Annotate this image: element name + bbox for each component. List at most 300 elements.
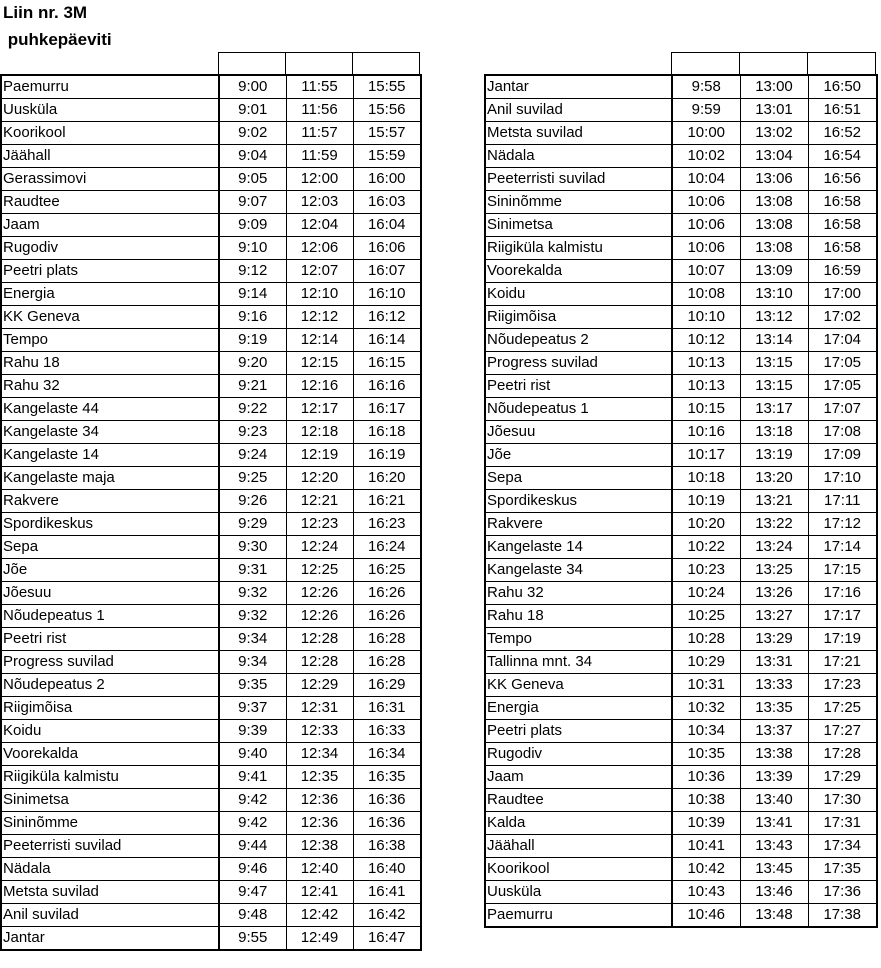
departure-time: 10:10 xyxy=(672,306,740,329)
departure-time: 16:28 xyxy=(353,651,421,674)
departure-time: 9:37 xyxy=(219,697,286,720)
timetable-row xyxy=(485,858,877,881)
departure-time: 13:17 xyxy=(740,398,808,421)
stop-name: Rugodiv xyxy=(485,743,672,766)
departure-time: 9:24 xyxy=(219,444,286,467)
stop-name: Sininõmme xyxy=(1,812,219,835)
timetable-row xyxy=(485,99,877,122)
departure-time: 12:26 xyxy=(286,582,353,605)
departure-time: 9:04 xyxy=(219,145,286,168)
stop-name: KK Geneva xyxy=(1,306,219,329)
stop-name: Uusküla xyxy=(485,881,672,904)
departure-time: 17:27 xyxy=(808,720,877,743)
departure-time: 10:22 xyxy=(672,536,740,559)
departure-time: 17:04 xyxy=(808,329,877,352)
stop-name: Jantar xyxy=(485,75,672,99)
departure-time: 17:14 xyxy=(808,536,877,559)
departure-time: 10:24 xyxy=(672,582,740,605)
timetable-row xyxy=(1,559,421,582)
departure-time: 10:06 xyxy=(672,214,740,237)
departure-time: 17:21 xyxy=(808,651,877,674)
timetable-row xyxy=(485,191,877,214)
departure-time: 12:06 xyxy=(286,237,353,260)
timetable-row xyxy=(1,927,421,951)
timetable-row xyxy=(1,605,421,628)
departure-time: 12:14 xyxy=(286,329,353,352)
departure-time: 13:14 xyxy=(740,329,808,352)
departure-time: 15:59 xyxy=(353,145,421,168)
departure-time: 10:02 xyxy=(672,145,740,168)
departure-time: 9:19 xyxy=(219,329,286,352)
departure-time: 9:41 xyxy=(219,766,286,789)
departure-time: 15:57 xyxy=(353,122,421,145)
departure-time: 9:34 xyxy=(219,628,286,651)
stop-name: Raudtee xyxy=(485,789,672,812)
stop-name: Koorikool xyxy=(485,858,672,881)
stop-name: Koidu xyxy=(1,720,219,743)
timetable-row xyxy=(1,283,421,306)
stop-name: Energia xyxy=(1,283,219,306)
stop-name: Peetri rist xyxy=(1,628,219,651)
stop-name: Nõudepeatus 2 xyxy=(485,329,672,352)
stop-name: Uusküla xyxy=(1,99,219,122)
departure-time: 10:39 xyxy=(672,812,740,835)
stop-name: Kangelaste 44 xyxy=(1,398,219,421)
departure-time: 9:30 xyxy=(219,536,286,559)
departure-time: 13:24 xyxy=(740,536,808,559)
stop-name: Jõesuu xyxy=(1,582,219,605)
departure-time: 16:04 xyxy=(353,214,421,237)
departure-time: 13:37 xyxy=(740,720,808,743)
timetable-row xyxy=(485,904,877,928)
departure-time: 10:16 xyxy=(672,421,740,444)
departure-time: 10:34 xyxy=(672,720,740,743)
departure-time: 16:10 xyxy=(353,283,421,306)
timetable-row xyxy=(485,766,877,789)
departure-time: 17:11 xyxy=(808,490,877,513)
timetable-row xyxy=(485,421,877,444)
stop-name: Nõudepeatus 1 xyxy=(485,398,672,421)
right-header-cells xyxy=(671,52,876,74)
timetable-row xyxy=(485,168,877,191)
departure-time: 16:36 xyxy=(353,812,421,835)
timetable-row xyxy=(485,697,877,720)
departure-time: 16:14 xyxy=(353,329,421,352)
departure-time: 12:17 xyxy=(286,398,353,421)
timetable-row xyxy=(1,375,421,398)
departure-time: 10:19 xyxy=(672,490,740,513)
stop-name: Sepa xyxy=(1,536,219,559)
departure-time: 9:58 xyxy=(672,75,740,99)
timetable-row xyxy=(1,444,421,467)
departure-time: 13:02 xyxy=(740,122,808,145)
departure-time: 12:04 xyxy=(286,214,353,237)
timetable-row xyxy=(485,835,877,858)
departure-time: 16:15 xyxy=(353,352,421,375)
departure-time: 12:35 xyxy=(286,766,353,789)
departure-time: 10:29 xyxy=(672,651,740,674)
departure-time: 16:42 xyxy=(353,904,421,927)
departure-time: 13:31 xyxy=(740,651,808,674)
departure-time: 17:23 xyxy=(808,674,877,697)
stop-name: Nädala xyxy=(1,858,219,881)
stop-name: Paemurru xyxy=(485,904,672,928)
departure-time: 13:00 xyxy=(740,75,808,99)
departure-time: 9:48 xyxy=(219,904,286,927)
departure-time: 16:31 xyxy=(353,697,421,720)
stop-name: Rakvere xyxy=(485,513,672,536)
departure-time: 10:04 xyxy=(672,168,740,191)
departure-time: 9:20 xyxy=(219,352,286,375)
stop-name: Kalda xyxy=(485,812,672,835)
stop-name: Progress suvilad xyxy=(1,651,219,674)
departure-time: 11:59 xyxy=(286,145,353,168)
stop-name: Jõe xyxy=(485,444,672,467)
departure-time: 15:55 xyxy=(353,75,421,99)
departure-time: 17:30 xyxy=(808,789,877,812)
departure-time: 17:00 xyxy=(808,283,877,306)
timetable-row xyxy=(485,743,877,766)
departure-time: 10:17 xyxy=(672,444,740,467)
departure-time: 13:10 xyxy=(740,283,808,306)
departure-time: 10:25 xyxy=(672,605,740,628)
timetable-row xyxy=(1,720,421,743)
stop-name: Kangelaste 14 xyxy=(1,444,219,467)
departure-time: 17:29 xyxy=(808,766,877,789)
departure-time: 10:41 xyxy=(672,835,740,858)
departure-time: 13:27 xyxy=(740,605,808,628)
stop-name: Spordikeskus xyxy=(485,490,672,513)
departure-time: 10:08 xyxy=(672,283,740,306)
stop-name: Kangelaste 34 xyxy=(485,559,672,582)
timetable-row xyxy=(1,513,421,536)
header-cell xyxy=(286,53,353,75)
timetable-row xyxy=(485,145,877,168)
departure-time: 10:20 xyxy=(672,513,740,536)
stop-name: Koorikool xyxy=(1,122,219,145)
departure-time: 12:16 xyxy=(286,375,353,398)
stop-name: Spordikeskus xyxy=(1,513,219,536)
stop-name: Progress suvilad xyxy=(485,352,672,375)
departure-time: 9:47 xyxy=(219,881,286,904)
stop-name: Sepa xyxy=(485,467,672,490)
departure-time: 13:15 xyxy=(740,352,808,375)
timetable-row xyxy=(1,628,421,651)
stop-name: Metsta suvilad xyxy=(1,881,219,904)
stop-name: Nädala xyxy=(485,145,672,168)
departure-time: 12:38 xyxy=(286,835,353,858)
timetable-row xyxy=(1,536,421,559)
timetable-row xyxy=(485,720,877,743)
departure-time: 10:18 xyxy=(672,467,740,490)
departure-time: 12:41 xyxy=(286,881,353,904)
stop-name: Nõudepeatus 2 xyxy=(1,674,219,697)
departure-time: 16:35 xyxy=(353,766,421,789)
timetable-row xyxy=(1,651,421,674)
stop-name: Paemurru xyxy=(1,75,219,99)
departure-time: 10:38 xyxy=(672,789,740,812)
departure-time: 13:26 xyxy=(740,582,808,605)
departure-time: 12:12 xyxy=(286,306,353,329)
timetable-row xyxy=(485,283,877,306)
timetable-row xyxy=(485,352,877,375)
departure-time: 9:09 xyxy=(219,214,286,237)
timetable-row xyxy=(485,559,877,582)
departure-time: 17:35 xyxy=(808,858,877,881)
departure-time: 16:17 xyxy=(353,398,421,421)
timetable-row xyxy=(485,789,877,812)
departure-time: 12:31 xyxy=(286,697,353,720)
stop-name: Tallinna mnt. 34 xyxy=(485,651,672,674)
departure-time: 9:31 xyxy=(219,559,286,582)
departure-time: 9:46 xyxy=(219,858,286,881)
departure-time: 16:23 xyxy=(353,513,421,536)
departure-time: 16:25 xyxy=(353,559,421,582)
stop-name: Voorekalda xyxy=(1,743,219,766)
departure-time: 12:33 xyxy=(286,720,353,743)
stop-name: Rahu 32 xyxy=(1,375,219,398)
stop-name: Rugodiv xyxy=(1,237,219,260)
header-cell xyxy=(353,53,420,75)
timetable-row xyxy=(1,191,421,214)
departure-time: 10:31 xyxy=(672,674,740,697)
departure-time: 16:58 xyxy=(808,191,877,214)
departure-time: 16:18 xyxy=(353,421,421,444)
departure-time: 9:55 xyxy=(219,927,286,951)
departure-time: 13:22 xyxy=(740,513,808,536)
departure-time: 13:35 xyxy=(740,697,808,720)
timetable-row xyxy=(1,352,421,375)
timetable-row xyxy=(485,375,877,398)
departure-time: 17:25 xyxy=(808,697,877,720)
departure-time: 16:33 xyxy=(353,720,421,743)
departure-time: 16:50 xyxy=(808,75,877,99)
stop-name: Tempo xyxy=(1,329,219,352)
timetable-row xyxy=(1,99,421,122)
departure-time: 16:38 xyxy=(353,835,421,858)
timetable-row xyxy=(485,122,877,145)
stop-name: Voorekalda xyxy=(485,260,672,283)
departure-time: 10:23 xyxy=(672,559,740,582)
departure-time: 9:23 xyxy=(219,421,286,444)
stop-name: Kangelaste 34 xyxy=(1,421,219,444)
departure-time: 9:00 xyxy=(219,75,286,99)
timetable-row xyxy=(1,260,421,283)
timetable-row xyxy=(1,168,421,191)
departure-time: 16:51 xyxy=(808,99,877,122)
departure-time: 10:12 xyxy=(672,329,740,352)
timetable-row xyxy=(485,306,877,329)
timetable-row xyxy=(1,421,421,444)
stop-name: Riigiküla kalmistu xyxy=(1,766,219,789)
departure-time: 16:41 xyxy=(353,881,421,904)
departure-time: 10:46 xyxy=(672,904,740,928)
departure-time: 12:36 xyxy=(286,789,353,812)
departure-time: 11:57 xyxy=(286,122,353,145)
timetable-row xyxy=(1,766,421,789)
departure-time: 13:08 xyxy=(740,191,808,214)
outbound-timetable xyxy=(0,74,422,951)
timetable-row xyxy=(485,329,877,352)
departure-time: 12:28 xyxy=(286,628,353,651)
departure-time: 12:20 xyxy=(286,467,353,490)
departure-time: 17:19 xyxy=(808,628,877,651)
left-header-cells xyxy=(218,52,420,74)
departure-time: 9:26 xyxy=(219,490,286,513)
departure-time: 11:56 xyxy=(286,99,353,122)
stop-name: Tempo xyxy=(485,628,672,651)
timetable-row xyxy=(485,444,877,467)
departure-time: 10:13 xyxy=(672,352,740,375)
departure-time: 10:35 xyxy=(672,743,740,766)
departure-time: 17:05 xyxy=(808,375,877,398)
departure-time: 9:32 xyxy=(219,605,286,628)
timetable-row xyxy=(485,605,877,628)
departure-time: 17:17 xyxy=(808,605,877,628)
timetable-row xyxy=(1,306,421,329)
departure-time: 13:45 xyxy=(740,858,808,881)
timetable-row xyxy=(1,582,421,605)
departure-time: 17:02 xyxy=(808,306,877,329)
timetable-row xyxy=(1,858,421,881)
departure-time: 10:06 xyxy=(672,237,740,260)
timetable-row xyxy=(485,651,877,674)
timetable-row xyxy=(1,674,421,697)
timetable-row xyxy=(485,75,877,99)
departure-time: 13:33 xyxy=(740,674,808,697)
route-title: Liin nr. 3M xyxy=(3,3,88,22)
departure-time: 13:08 xyxy=(740,214,808,237)
departure-time: 12:18 xyxy=(286,421,353,444)
departure-time: 9:42 xyxy=(219,789,286,812)
stop-name: Rahu 18 xyxy=(485,605,672,628)
departure-time: 9:29 xyxy=(219,513,286,536)
departure-time: 10:00 xyxy=(672,122,740,145)
timetable-row xyxy=(485,490,877,513)
departure-time: 9:07 xyxy=(219,191,286,214)
stop-name: Kangelaste maja xyxy=(1,467,219,490)
departure-time: 16:47 xyxy=(353,927,421,951)
departure-time: 13:18 xyxy=(740,421,808,444)
departure-time: 12:42 xyxy=(286,904,353,927)
departure-time: 9:10 xyxy=(219,237,286,260)
stop-name: Energia xyxy=(485,697,672,720)
departure-time: 13:25 xyxy=(740,559,808,582)
timetable-row xyxy=(1,490,421,513)
stop-name: Peetri plats xyxy=(485,720,672,743)
stop-name: Sinimetsa xyxy=(1,789,219,812)
departure-time: 16:34 xyxy=(353,743,421,766)
departure-time: 16:12 xyxy=(353,306,421,329)
departure-time: 12:03 xyxy=(286,191,353,214)
departure-time: 17:09 xyxy=(808,444,877,467)
departure-time: 9:22 xyxy=(219,398,286,421)
departure-time: 17:16 xyxy=(808,582,877,605)
departure-time: 12:25 xyxy=(286,559,353,582)
departure-time: 16:54 xyxy=(808,145,877,168)
departure-time: 9:35 xyxy=(219,674,286,697)
stop-name: Peeterristi suvilad xyxy=(1,835,219,858)
departure-time: 17:05 xyxy=(808,352,877,375)
departure-time: 17:38 xyxy=(808,904,877,928)
departure-time: 16:19 xyxy=(353,444,421,467)
timetable-row xyxy=(1,904,421,927)
departure-time: 9:32 xyxy=(219,582,286,605)
departure-time: 17:36 xyxy=(808,881,877,904)
timetable-row xyxy=(1,812,421,835)
departure-time: 13:08 xyxy=(740,237,808,260)
header-cell xyxy=(219,53,286,75)
departure-time: 13:43 xyxy=(740,835,808,858)
departure-time: 12:24 xyxy=(286,536,353,559)
stop-name: Anil suvilad xyxy=(485,99,672,122)
departure-time: 13:01 xyxy=(740,99,808,122)
departure-time: 13:06 xyxy=(740,168,808,191)
departure-time: 15:56 xyxy=(353,99,421,122)
stop-name: Peetri plats xyxy=(1,260,219,283)
timetable-row xyxy=(1,398,421,421)
departure-time: 13:12 xyxy=(740,306,808,329)
timetable-row xyxy=(1,881,421,904)
stop-name: Peetri rist xyxy=(485,375,672,398)
departure-time: 16:21 xyxy=(353,490,421,513)
timetable-row xyxy=(1,789,421,812)
departure-time: 17:10 xyxy=(808,467,877,490)
return-timetable xyxy=(484,74,878,928)
timetable-row xyxy=(485,260,877,283)
schedule-subtitle: puhkepäeviti xyxy=(3,30,112,49)
departure-time: 16:07 xyxy=(353,260,421,283)
departure-time: 13:20 xyxy=(740,467,808,490)
departure-time: 10:43 xyxy=(672,881,740,904)
departure-time: 12:00 xyxy=(286,168,353,191)
departure-time: 13:48 xyxy=(740,904,808,928)
departure-time: 16:16 xyxy=(353,375,421,398)
stop-name: Koidu xyxy=(485,283,672,306)
departure-time: 16:26 xyxy=(353,605,421,628)
departure-time: 17:08 xyxy=(808,421,877,444)
departure-time: 17:28 xyxy=(808,743,877,766)
departure-time: 13:19 xyxy=(740,444,808,467)
departure-time: 13:40 xyxy=(740,789,808,812)
departure-time: 13:38 xyxy=(740,743,808,766)
timetable-row xyxy=(485,398,877,421)
timetable-row xyxy=(485,881,877,904)
departure-time: 12:49 xyxy=(286,927,353,951)
departure-time: 10:13 xyxy=(672,375,740,398)
departure-time: 9:25 xyxy=(219,467,286,490)
timetable-row xyxy=(485,237,877,260)
timetable-row xyxy=(485,467,877,490)
timetable-row xyxy=(1,467,421,490)
timetable-row xyxy=(1,145,421,168)
departure-time: 17:31 xyxy=(808,812,877,835)
timetable-row xyxy=(485,536,877,559)
timetable-row xyxy=(485,214,877,237)
departure-time: 13:09 xyxy=(740,260,808,283)
timetable-row xyxy=(1,697,421,720)
departure-time: 10:28 xyxy=(672,628,740,651)
stop-name: Jäähall xyxy=(485,835,672,858)
departure-time: 12:23 xyxy=(286,513,353,536)
departure-time: 10:42 xyxy=(672,858,740,881)
timetable-row xyxy=(485,582,877,605)
departure-time: 9:21 xyxy=(219,375,286,398)
timetable-row xyxy=(485,513,877,536)
stop-name: Rahu 32 xyxy=(485,582,672,605)
departure-time: 16:40 xyxy=(353,858,421,881)
departure-time: 16:03 xyxy=(353,191,421,214)
